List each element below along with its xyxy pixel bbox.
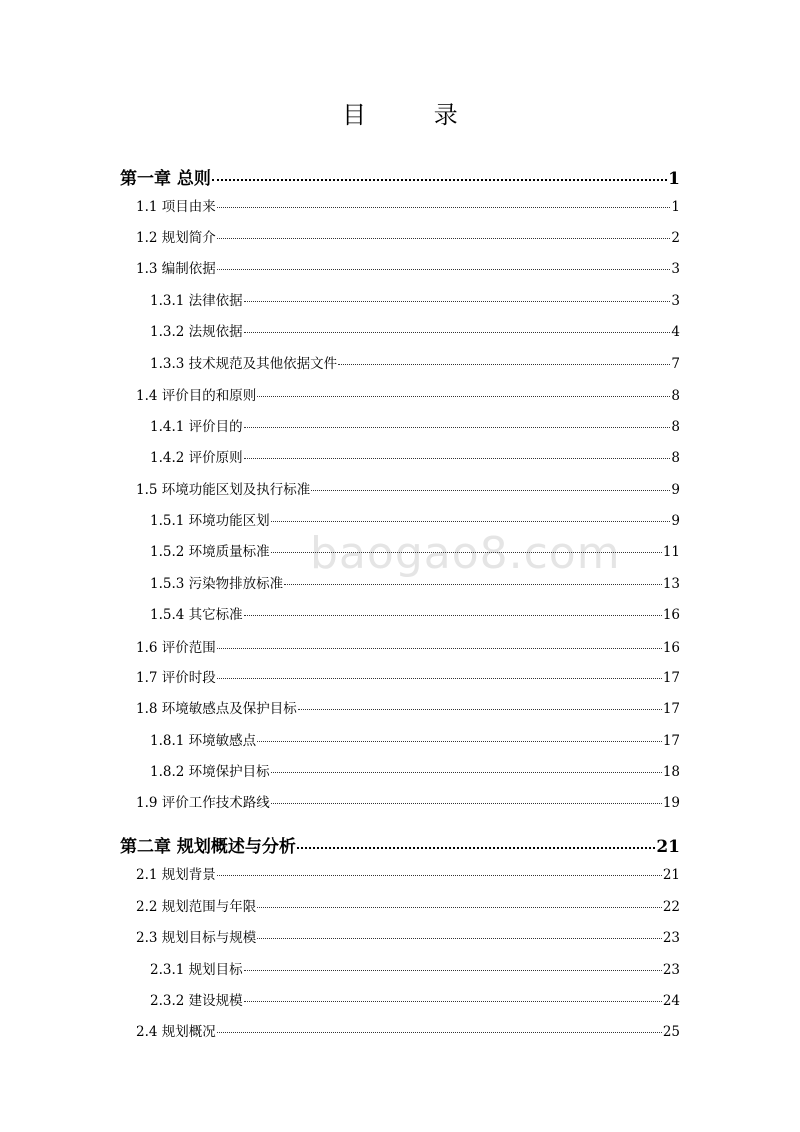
toc-section-entry[interactable] (150, 320, 680, 340)
toc-dot-leader (338, 364, 670, 365)
toc-section-entry[interactable] (136, 791, 680, 811)
toc-section-entry[interactable] (136, 697, 680, 717)
toc-page-number: 8 (671, 450, 680, 466)
toc-entry-label: 1.5.3 污染物排放标准 (150, 576, 284, 592)
toc-dot-leader (244, 332, 671, 333)
toc-page-number: 18 (662, 764, 680, 780)
toc-page-number: 3 (671, 261, 680, 277)
toc-entry-label: 第一章 总则 (120, 169, 211, 189)
toc-dot-leader (212, 179, 667, 181)
toc-section-entry[interactable] (136, 863, 680, 883)
toc-section-entry[interactable] (136, 195, 680, 215)
toc-section-entry[interactable] (150, 289, 680, 309)
toc-section-entry[interactable] (136, 895, 680, 915)
toc-entry-label: 1.5 环境功能区划及执行标准 (136, 482, 311, 498)
toc-page-number: 17 (662, 701, 680, 717)
toc-section-entry[interactable] (150, 989, 680, 1009)
toc-page-number: 8 (671, 388, 680, 404)
toc-entry-label: 1.1 项目由来 (136, 199, 216, 215)
toc-chapter-entry[interactable] (120, 832, 680, 857)
toc-page-number: 19 (662, 795, 680, 811)
toc-page-number: 22 (662, 899, 680, 915)
toc-dot-leader (244, 970, 662, 971)
toc-dot-leader (217, 678, 662, 679)
toc-entry-label: 2.4 规划概况 (136, 1024, 216, 1040)
toc-section-entry[interactable] (150, 729, 680, 749)
toc-entry-label: 1.2 规划简介 (136, 230, 216, 246)
toc-page-number: 24 (662, 993, 680, 1009)
toc-dot-leader (244, 1001, 662, 1002)
toc-dot-leader (257, 907, 662, 908)
toc-page-number: 3 (671, 293, 680, 309)
toc-dot-leader (244, 615, 662, 616)
toc-section-entry[interactable] (136, 1020, 680, 1040)
toc-page-number: 2 (671, 230, 680, 246)
toc-dot-leader (257, 396, 670, 397)
toc-entry-label: 1.5.1 环境功能区划 (150, 513, 270, 529)
toc-entry-label: 1.3.1 法律依据 (150, 293, 243, 309)
toc-dot-leader (217, 238, 671, 239)
toc-entry-label: 1.8 环境敏感点及保护目标 (136, 701, 297, 717)
toc-entry-label: 1.8.2 环境保护目标 (150, 764, 270, 780)
toc-section-entry[interactable] (136, 257, 680, 277)
toc-dot-leader (257, 741, 662, 742)
toc-page-number: 4 (671, 324, 680, 340)
toc-page-number: 25 (662, 1024, 680, 1040)
toc-section-entry[interactable] (136, 384, 680, 404)
toc-entry-label: 1.5.4 其它标准 (150, 607, 243, 623)
toc-entry-label: 2.3.1 规划目标 (150, 962, 243, 978)
toc-dot-leader (217, 1032, 662, 1033)
toc-section-entry[interactable] (150, 446, 680, 466)
toc-entry-label: 1.4.1 评价目的 (150, 419, 243, 435)
toc-dot-leader (271, 772, 662, 773)
toc-section-entry[interactable] (150, 352, 680, 372)
toc-page-number: 13 (662, 576, 680, 592)
toc-section-entry[interactable] (136, 226, 680, 246)
toc-entry-label: 1.6 评价范围 (136, 640, 216, 656)
toc-section-entry[interactable] (136, 926, 680, 946)
toc-page-number: 21 (662, 867, 680, 883)
toc-chapter-entry[interactable] (120, 164, 680, 189)
toc-section-entry[interactable] (150, 509, 680, 529)
toc-page-number: 16 (662, 607, 680, 623)
toc-entry-label: 1.4.2 评价原则 (150, 450, 243, 466)
toc-page-number: 9 (671, 513, 680, 529)
toc-page-number: 23 (662, 962, 680, 978)
toc-dot-leader (217, 269, 671, 270)
toc-section-entry[interactable] (136, 478, 680, 498)
toc-entry-label: 1.9 评价工作技术路线 (136, 795, 270, 811)
toc-entry-label: 2.2 规划范围与年限 (136, 899, 257, 915)
toc-section-entry[interactable] (150, 572, 680, 592)
toc-page-number: 17 (662, 733, 680, 749)
toc-page-number: 11 (662, 544, 680, 560)
toc-page-number: 16 (662, 640, 680, 656)
toc-dot-leader (244, 427, 671, 428)
toc-section-entry[interactable] (150, 415, 680, 435)
toc-dot-leader (298, 709, 662, 710)
toc-dot-leader (311, 490, 670, 491)
toc-entry-label: 1.3.2 法规依据 (150, 324, 243, 340)
toc-entry-label: 1.5.2 环境质量标准 (150, 544, 270, 560)
toc-entry-label: 2.3 规划目标与规模 (136, 930, 257, 946)
toc-page-number: 7 (671, 356, 680, 372)
toc-entry-label: 2.1 规划背景 (136, 867, 216, 883)
toc-section-entry[interactable] (150, 958, 680, 978)
toc-section-entry[interactable] (150, 603, 680, 623)
toc-page-number: 1 (671, 199, 680, 215)
toc-entry-label: 1.8.1 环境敏感点 (150, 733, 257, 749)
toc-entry-label: 1.3 编制依据 (136, 261, 216, 277)
toc-section-entry[interactable] (136, 666, 680, 686)
toc-dot-leader (271, 521, 671, 522)
toc-dot-leader (297, 847, 655, 849)
toc-dot-leader (257, 938, 662, 939)
toc-title: 目 录 (342, 101, 488, 129)
watermark: baogao8.com (310, 528, 621, 579)
toc-dot-leader (217, 875, 662, 876)
toc-page-number: 23 (662, 930, 680, 946)
toc-entry-label: 1.4 评价目的和原则 (136, 388, 257, 404)
toc-entry-label: 1.3.3 技术规范及其他依据文件 (150, 356, 338, 372)
toc-page-number: 1 (668, 169, 680, 189)
toc-section-entry[interactable] (150, 540, 680, 560)
toc-dot-leader (244, 458, 671, 459)
toc-section-entry[interactable] (150, 760, 680, 780)
toc-page-number: 8 (671, 419, 680, 435)
toc-entry-label: 2.3.2 建设规模 (150, 993, 243, 1009)
toc-entry-label: 第二章 规划概述与分析 (120, 837, 296, 857)
toc-dot-leader (244, 301, 671, 302)
toc-section-entry[interactable] (136, 636, 680, 656)
toc-dot-leader (217, 207, 671, 208)
toc-dot-leader (284, 584, 662, 585)
toc-dot-leader (271, 803, 662, 804)
toc-dot-leader (217, 648, 662, 649)
toc-entry-label: 1.7 评价时段 (136, 670, 216, 686)
toc-page-number: 9 (671, 482, 680, 498)
toc-page-number: 17 (662, 670, 680, 686)
toc-dot-leader (271, 552, 662, 553)
toc-page-number: 21 (656, 837, 680, 857)
